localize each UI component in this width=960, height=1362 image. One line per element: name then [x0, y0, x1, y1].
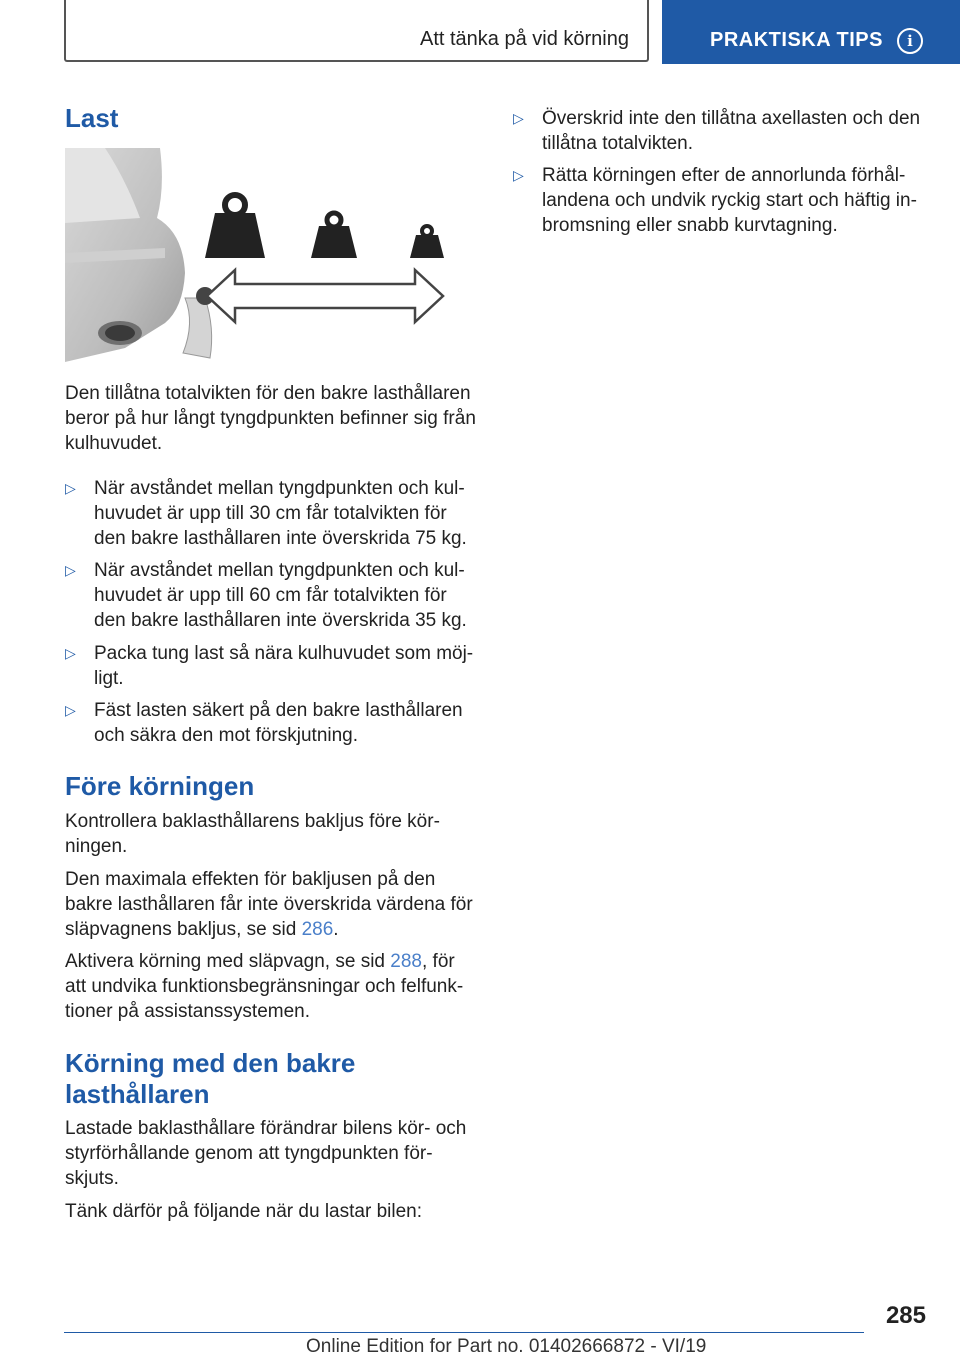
bullet-triangle-icon: ▷ [65, 702, 76, 718]
footer-divider [64, 1332, 864, 1333]
text-span: . [333, 919, 339, 940]
text-line: Packa tung last så nära kulhuvudet som möj- [94, 643, 474, 664]
text-line: huvudet är upp till 60 cm får totalvikten för [94, 585, 447, 606]
section-header-box [64, 0, 649, 62]
text-span: släpvagnens bakljus, se sid [65, 919, 302, 940]
bullet-triangle-icon: ▷ [65, 562, 76, 578]
text-line: bakre lasthållaren får inte överskrida värdena för [65, 894, 473, 915]
text-line: huvudet är upp till 30 cm får totalvikten för [94, 503, 447, 524]
fore-paragraph-2 [65, 867, 473, 942]
bullet-triangle-icon: ▷ [513, 167, 524, 183]
info-icon: i [897, 28, 923, 54]
text-line: tioner på assistanssystemen. [65, 1001, 311, 1022]
trailer-hitch-weights-illustration [65, 148, 477, 362]
heading-line: lasthållaren [65, 1079, 210, 1109]
text-line: den bakre lasthållaren inte överskrida 75 kg. [94, 528, 467, 549]
list-item [513, 163, 917, 238]
text-line: När avståndet mellan tyngdpunkten och kul- [94, 560, 465, 581]
page-header [0, 0, 960, 66]
text-line: ligt. [94, 668, 124, 689]
korning-paragraph-1 [65, 1116, 466, 1191]
text-line: Överskrid inte den tillåtna axellasten och den [542, 108, 921, 129]
list-item [65, 476, 467, 551]
page-number: 285 [885, 1302, 926, 1329]
text-line: tillåtna totalvikten. [542, 133, 694, 154]
chapter-tab[interactable] [662, 0, 960, 64]
text-line: beror på hur långt tyngdpunkten befinner sig från [65, 408, 476, 429]
text-line: den bakre lasthållaren inte överskrida 35 kg. [94, 610, 467, 631]
list-item [65, 698, 463, 748]
text-span: Aktivera körning med släpvagn, se sid [65, 951, 391, 972]
bullet-triangle-icon: ▷ [65, 645, 76, 661]
text-line: Den maximala effekten för bakljusen på den [65, 869, 436, 890]
text-line: Den tillåtna totalvikten för den bakre lasthållaren [65, 383, 471, 404]
chapter-tab-label: PRAKTISKA TIPS [710, 29, 883, 51]
section-title: Att tänka på vid körning [419, 28, 629, 50]
page-link-286[interactable]: 286 [301, 919, 334, 940]
heading-last: Last [65, 103, 119, 133]
text-line: styrförhållande genom att tyngdpunkten för- [65, 1143, 433, 1164]
text-line [65, 949, 463, 974]
heading-korning-bakre-lasthallaren [65, 1048, 355, 1110]
text-line: Fäst lasten säkert på den bakre lasthållaren [94, 700, 463, 721]
text-line: landena och undvik ryckig start och häftig in- [542, 190, 917, 211]
list-item [65, 641, 473, 691]
text-line: skjuts. [65, 1168, 119, 1189]
text-line: När avståndet mellan tyngdpunkten och kul- [94, 478, 465, 499]
list-item [65, 558, 467, 633]
fore-paragraph-1 [65, 809, 440, 859]
page-link-288[interactable]: 288 [390, 951, 422, 972]
text-line: kulhuvudet. [65, 433, 163, 454]
text-line: att undvika funktionsbegränsningar och felfunk- [65, 976, 464, 997]
text-line: och säkra den mot förskjutning. [94, 725, 359, 746]
heading-line: Körning med den bakre [65, 1048, 356, 1078]
text-span: , för [421, 951, 455, 972]
bullet-triangle-icon: ▷ [513, 110, 524, 126]
korning-paragraph-2: Tänk därför på följande när du lastar bilen: [65, 1201, 422, 1222]
list-item [513, 106, 920, 156]
heading-fore-korningen: Före körningen [65, 771, 255, 801]
text-line: bromsning eller snabb kurvtagning. [542, 215, 838, 236]
text-line: Rätta körningen efter de annorlunda förhål- [542, 165, 906, 186]
text-line: Kontrollera baklasthållarens bakljus före kör- [65, 811, 440, 832]
last-intro [65, 381, 476, 456]
text-line [65, 917, 473, 942]
text-line: ningen. [65, 836, 128, 857]
fore-paragraph-3 [65, 949, 463, 1024]
bullet-triangle-icon: ▷ [65, 480, 76, 496]
edition-note: Online Edition for Part no. 01402666872 - VI/19 [306, 1336, 707, 1357]
text-line: Lastade baklasthållare förändrar bilens kör- och [65, 1118, 467, 1139]
